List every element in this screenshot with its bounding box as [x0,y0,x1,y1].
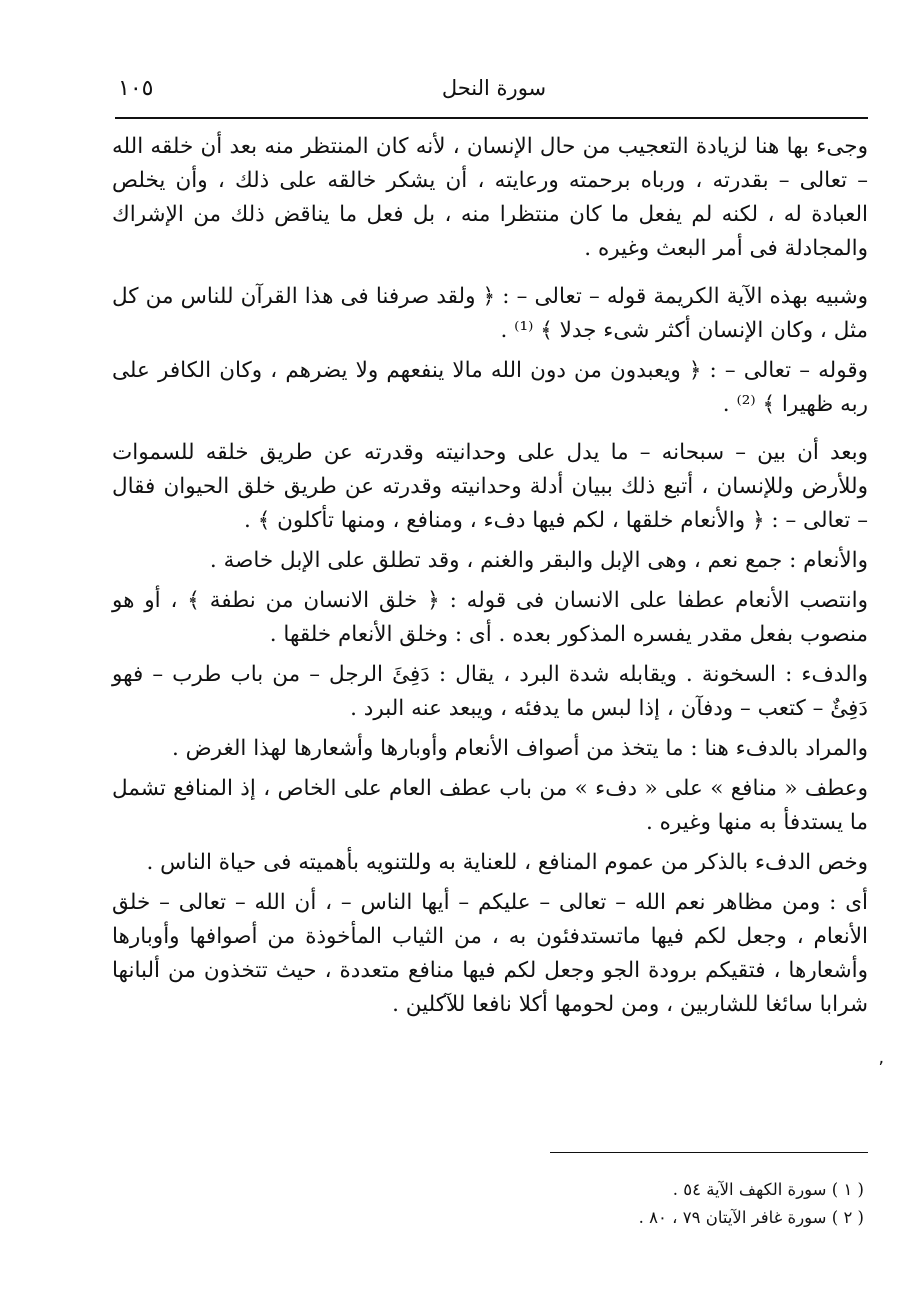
page-number: ١٠٥ [118,76,154,101]
paragraph: وشبيه بهذه الآية الكريمة قوله – تعالى – : ﴿ ولقد صرفنا فى هذا القرآن للناس من كل مثل ، وكان الإنسان أكثر شىء جدلا ﴾ ⁽¹⁾ . [112,284,868,343]
paragraph: والدفء : السخونة . ويقابله شدة البرد ، يقال : دَفِئَ الرجل – من باب طرب – فهو دَفِئٌ – كتعب – ودفآن ، إذا لبس ما يدفئه ، ويبعد عنه البرد . [112,662,868,721]
paragraph: والأنعام : جمع نعم ، وهى الإبل والبقر والغنم ، وقد تطلق على الإبل خاصة . [209,548,868,573]
page-body [112,130,868,1028]
surah-title: سورة النحل [441,76,547,100]
header-divider [115,117,868,119]
paragraph: والمراد بالدفء هنا : ما يتخذ من أصواف الأنعام وأوبارها وأشعارها لهذا الغرض . [171,736,868,761]
footnote: ( ٢ ) سورة غافر الآيتان ٧٩ ، ٨٠ . [638,1208,864,1227]
footnote-divider [550,1152,868,1153]
paragraph: وانتصب الأنعام عطفا على الانسان فى قوله : ﴿ خلق الانسان من نطفة ﴾ ، أو هو منصوب بفعل مقدر يفسره المذكور بعده . أى : وخلق الأنعام خلقها . [112,588,868,647]
footnote: ( ١ ) سورة الكهف الآية ٥٤ . [672,1180,864,1199]
page-header [118,70,870,110]
paragraph: أى : ومن مظاهر نعم الله – تعالى – عليكم – أيها الناس – ، أن الله – تعالى – خلق الأنعام ، وجعل لكم فيها ماتستدفئون به ، من الثياب المأخوذة من أصوافها وأوبارها وأشعارها ، فتقيكم برودة الجو وجعل لكم فيها منافع متعددة ، حيث تتخذون من ألبانها شرابا سائغا للشاربين ، ومن لحومها أكلا نافعا للآكلين . [112,890,868,1017]
paragraph: وجىء بها هنا لزيادة التعجيب من حال الإنسان ، لأنه كان المنتظر منه بعد أن خلقه الله – تعالى – بقدرته ، ورباه برحمته ورعايته ، أن يشكر خالقه على ذلك ، وأن يخلص العبادة له ، لكنه لم يفعل ما كان منتظرا منه ، بل فعل ما يناقض ذلك من الإشراك والمجادلة فى أمر البعث وغيره . [112,134,868,261]
footnotes [164,1176,864,1232]
paragraph: وبعد أن بين – سبحانه – ما يدل على وحدانيته وقدرته عن طريق خلقه للسموات وللأرض وللإنسان ، أتبع ذلك ببيان أدلة وحدانيته وقدرته عن طريق خلق الحيوان فقال – تعالى – : ﴿ والأنعام خلقها ، لكم فيها دفء ، ومنافع ، ومنها تأكلون ﴾ . [112,440,868,533]
margin-mark: ٬ [878,1058,884,1079]
paragraph: وقوله – تعالى – : ﴿ ويعبدون من دون الله مالا ينفعهم ولا يضرهم ، وكان الكافر على ربه ظهيرا ﴾ ⁽²⁾ . [112,358,868,417]
paragraph: وخص الدفء بالذكر من عموم المنافع ، للعناية به وللتنويه بأهميته فى حياة الناس . [146,850,868,875]
paragraph: وعطف « منافع » على « دفء » من باب عطف العام على الخاص ، إذ المنافع تشمل ما يستدفأ به منها وغيره . [112,776,868,835]
